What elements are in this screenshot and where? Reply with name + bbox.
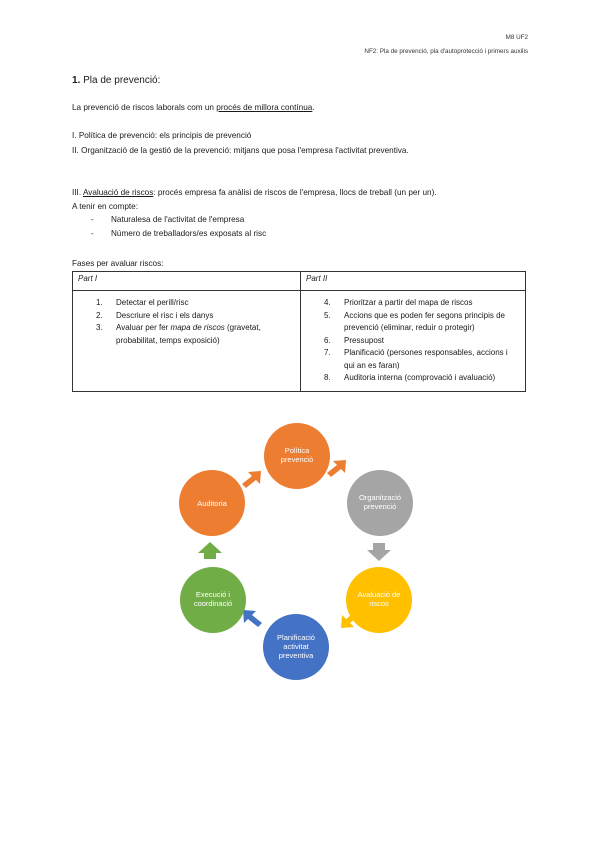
cycle-node-auditoria [179,470,245,536]
step-item: 7. Planificació (persones responsables, accions i qui an es faran) [324,348,508,370]
intro-text: La prevenció de riscos laborals com un [72,103,214,112]
step-item: 4. Prioritzar a partir del mapa de riscos [324,298,473,307]
point-label: II. Organització de la gestió de la prevenció: [72,146,232,155]
section-number: 1. [72,75,81,86]
svg-text:Auditoria: Auditoria [197,499,227,508]
cycle-node-politica [264,423,330,489]
intro-end: . [312,103,315,112]
header-module: M8 UF2 [505,34,528,41]
section-title-text: Pla de prevenció: [83,75,161,86]
svg-text:Política: Política [284,446,310,455]
step-item: 3. Avaluar per fer mapa de riscos (gravetat, probabilitat, temps exposició) [96,323,261,345]
cycle-node-organitzacio [347,470,413,536]
arrow-up-icon [198,542,222,559]
point3-link: Avaluació de riscos [82,188,154,197]
svg-text:riscos: riscos [369,599,389,608]
mapa-riscos-emphasis: mapa de riscos [170,323,225,332]
point3-text: : procés empresa fa anàlisi de riscos de l'empresa, llocs de treball (un per un). [153,188,437,197]
intro-link: procés de millora contínua [216,103,313,112]
svg-text:coordinació: coordinació [193,599,233,608]
svg-text:Execució i: Execució i [195,590,231,599]
svg-text:prevenció: prevenció [363,502,397,511]
list-item-text: Naturalesa de l'activitat de l'empresa [111,215,245,224]
list-item-text: Número de treballadors/es exposats al risc [111,229,267,238]
svg-text:activitat: activitat [283,642,309,651]
svg-text:prevenció: prevenció [280,455,314,464]
arrow-up-right-icon [242,471,261,488]
point3-prefix: III. [72,188,82,197]
arrow-right-icon [327,460,346,477]
step-item: 1. Detectar el perill/risc [96,298,189,307]
point-text: mitjans que posa l'empresa l'activitat preventiva. [233,146,409,155]
svg-text:preventiva: preventiva [278,651,314,660]
cycle-node-planificacio [263,614,329,680]
step-item: 6. Pressupost [324,335,385,345]
arrow-down-icon [367,543,391,561]
arrow-left-icon [243,610,262,627]
point-label: I. Política de prevenció: [72,131,158,140]
part2-header: Part II [301,272,526,291]
step-item: 5. Accions que es poden fer segons principis de prevenció (eliminar, reduir o protegir) [324,310,505,332]
svg-text:Planificació: Planificació [277,633,315,642]
svg-text:Avaluació de: Avaluació de [357,590,401,599]
list-item: - Número de treballadors/es exposats al risc [91,229,267,238]
list-item: - Naturalesa de l'activitat de l'empresa [91,215,245,224]
cycle-node-execucio [180,567,246,633]
step-item: 2. Descriure el risc i els danys [96,310,214,320]
point-text: els principis de prevenció [159,131,252,140]
header-subtitle: NF2: Pla de prevenció, pla d'autoprotecció i primers auxilis [364,48,528,55]
consider-label: A tenir en compte: [72,202,138,211]
cycle-node-avaluacio [346,567,412,633]
step-item: 8. Auditoria interna (comprovació i avaluació) [324,373,496,382]
part1-header: Part I [73,272,301,291]
phases-title: Fases per avaluar riscos: [72,259,164,268]
svg-text:Organització: Organització [358,493,402,502]
